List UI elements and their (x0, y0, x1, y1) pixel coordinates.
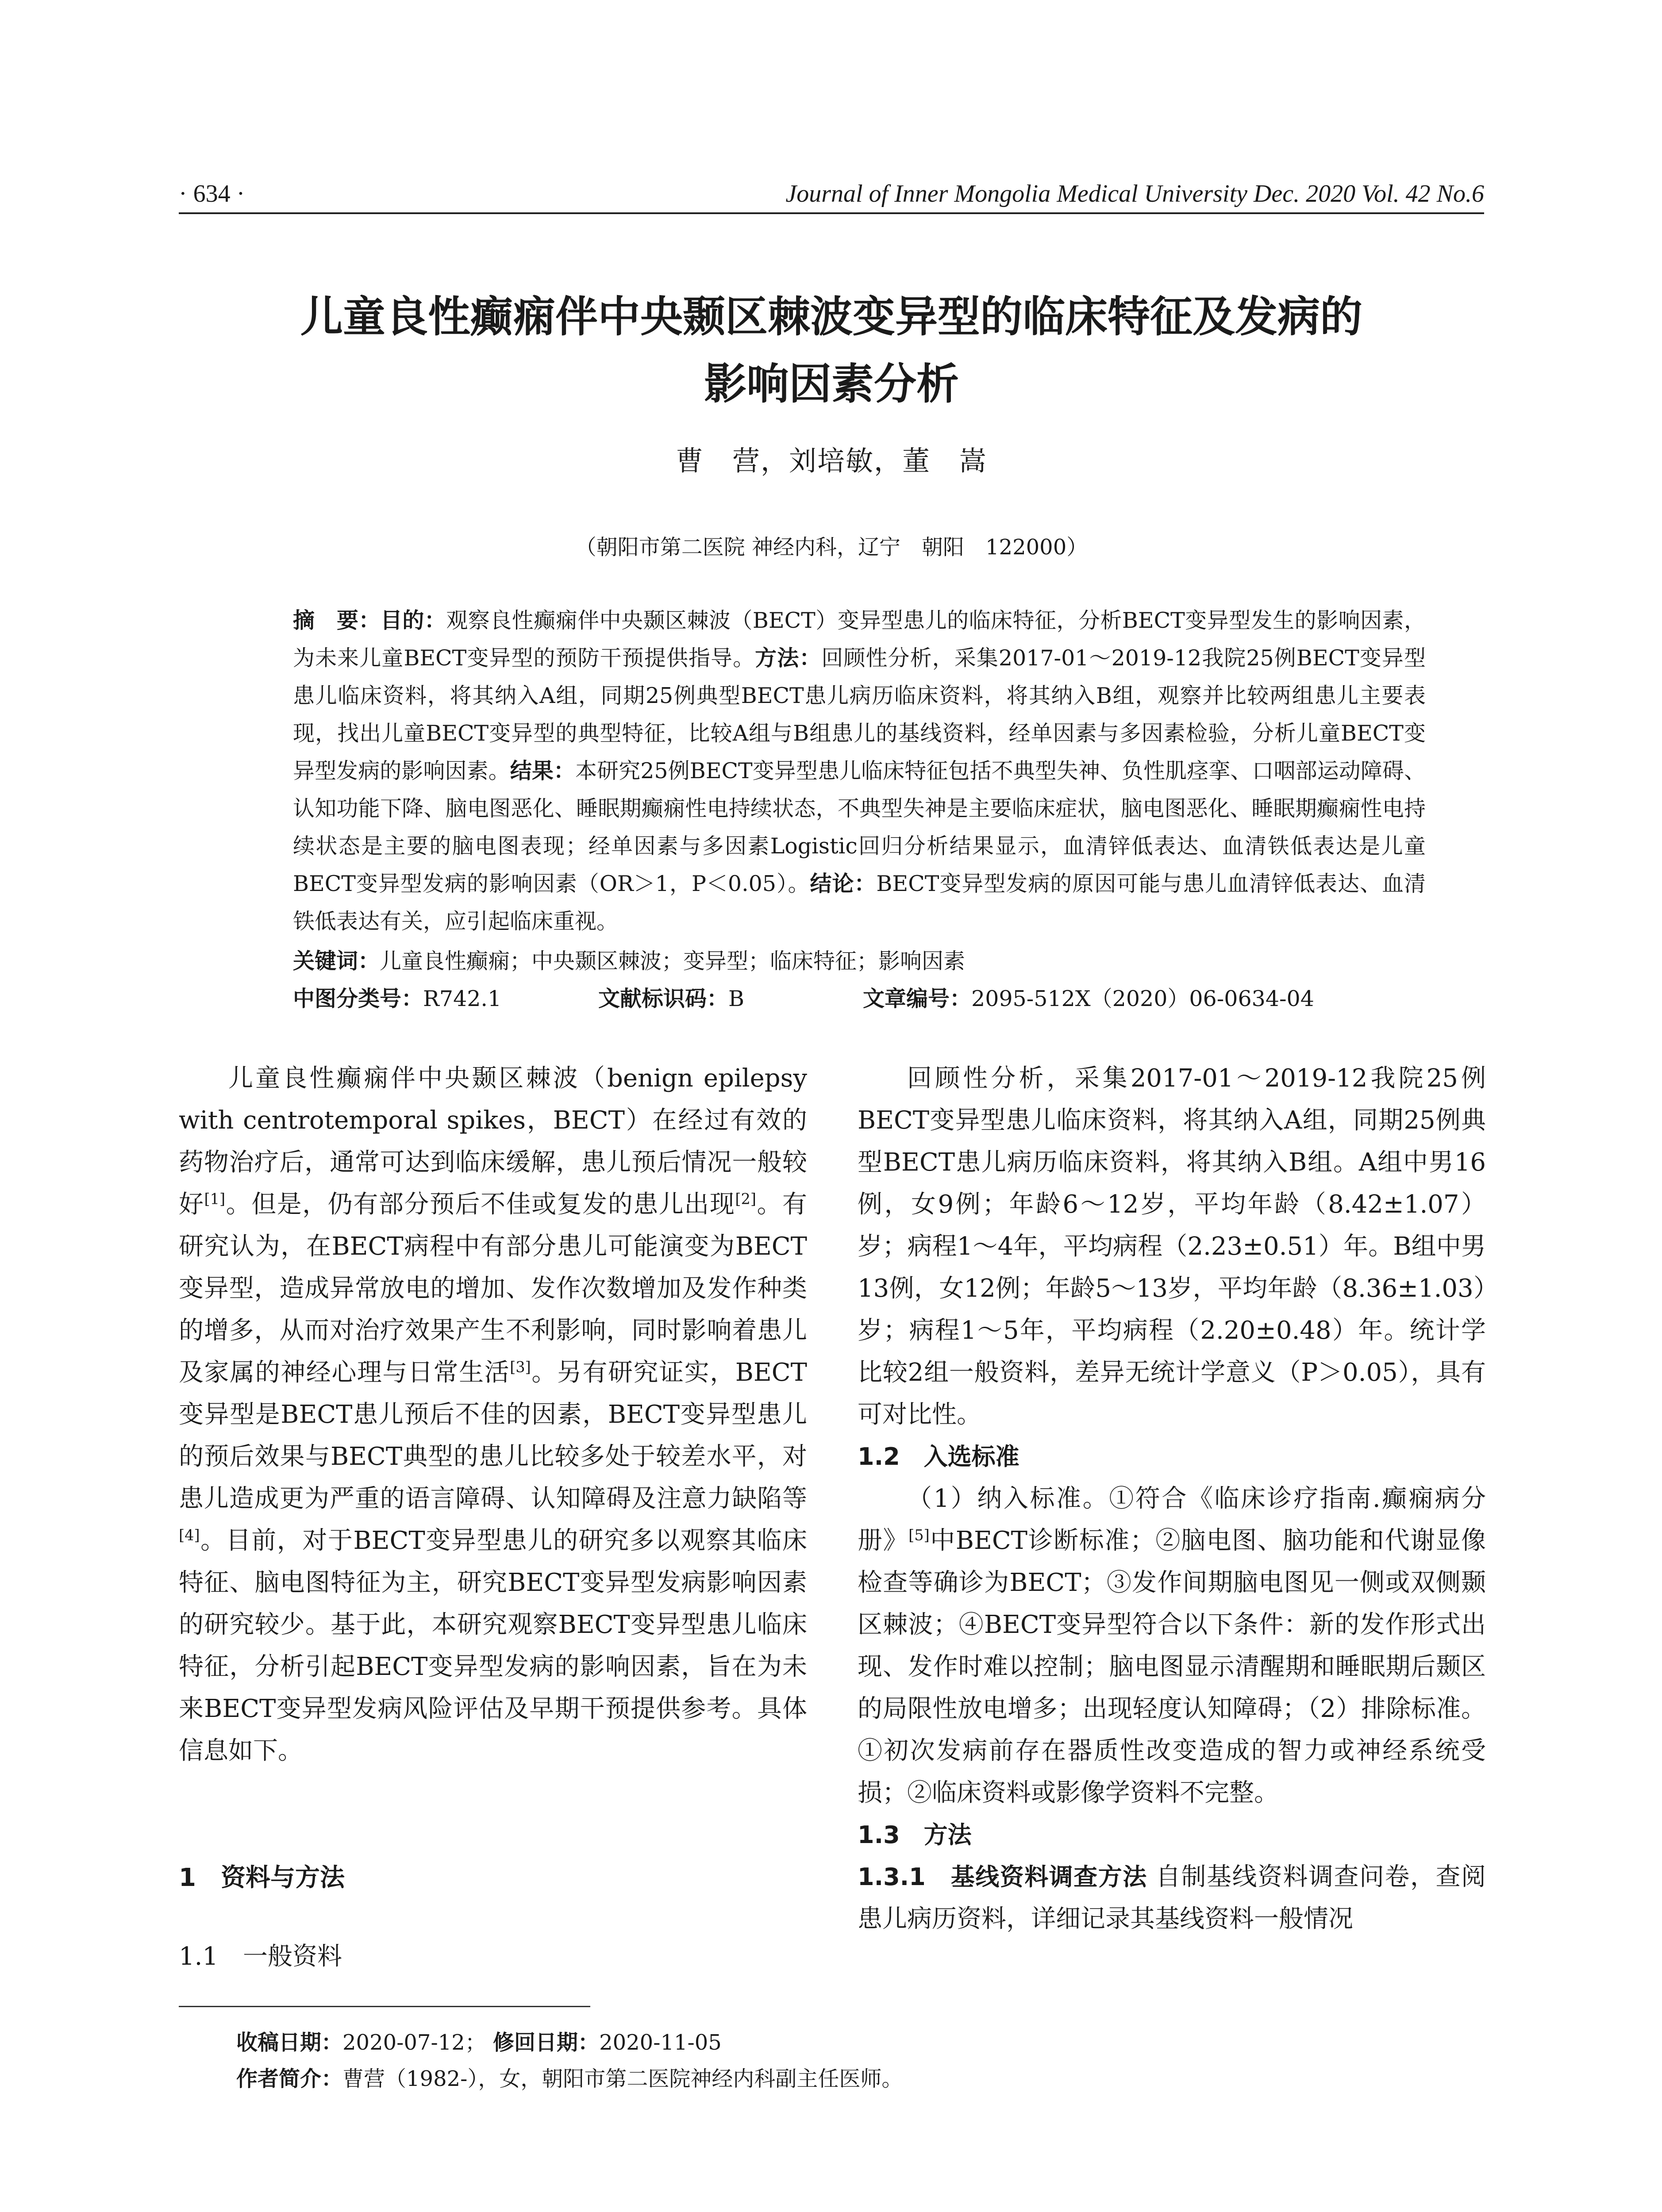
journal-citation: Journal of Inner Mongolia Medical University Dec. 2020 Vol. 42 No.6 (785, 180, 1484, 207)
results-text: 本研究25例BECT变异型患儿临床特征包括不典型失神、负性肌痉挛、口咽部运动障碍、认知功能下降、脑电图恶化、睡眠期癫痫性电持续状态，不典型失神是主要临床症状，脑电图恶化、睡眠期癫痫性电持续状态是主要的脑电图表现；经单因素与多因素Logistic回归分析结果显示，血清锌低表达、血清铁低表达是儿童BECT变异型发病的影响因素（OR＞1，P＜0.05）。 (293, 758, 1426, 896)
keywords-text: 儿童良性癫痫；中央颞区棘波；变异型；临床特征；影响因素 (380, 949, 966, 974)
document-code (598, 980, 744, 1018)
clc-value: R742.1 (423, 986, 502, 1011)
received-date: 2020-07-12； (342, 2030, 486, 2055)
subsection-heading: 1.1 一般资料 (179, 1942, 342, 1971)
subsubsection-heading: 1.3.1 基线资料调查方法 (858, 1863, 1147, 1891)
citation-ref: [1] (204, 1190, 226, 1208)
citation-ref: [4] (179, 1526, 200, 1544)
clc-label: 中图分类号： (293, 986, 423, 1011)
footnote-divider (179, 2006, 590, 2007)
methods-label: 方法： (755, 645, 822, 671)
received-label: 收稿日期： (236, 2030, 343, 2055)
abstract (293, 602, 1426, 940)
article-number (863, 980, 1314, 1018)
keywords (293, 942, 1426, 980)
revised-label: 修回日期： (493, 2030, 600, 2055)
paper-title-line-1: 儿童良性癫痫伴中央颞区棘波变异型的临床特征及发病的 (300, 292, 1362, 342)
general-info-paragraph: 回顾性分析，采集2017-01～2019-12我院25例BECT变异型患儿临床资料，将其纳入A组，同期25例典型BECT患儿病历临床资料，将其纳入B组。A组中男16例，女9例；年龄6～12岁，平均年龄（8.42±1.07）岁；病程1～4年，平均病程（2.23±0.51）年。B组中男13例，女12例；年龄5～13岁，平均年龄（8.36±1.03）岁；病程1～5年，平均病程（2.20±0.48）年。统计学比较2组一般资料，差异无统计学意义（P＞0.05），具有可对比性。 (858, 1064, 1486, 1429)
author-bio-label: 作者简介： (236, 2066, 343, 2091)
results-label: 结果： (510, 758, 575, 783)
footnote-author (236, 2062, 903, 2092)
right-column (858, 1057, 1486, 1940)
citation-ref: [5] (908, 1526, 930, 1544)
footnote-dates (236, 2025, 722, 2056)
conclusion-label: 结论： (810, 871, 877, 896)
paper-title-line-2: 影响因素分析 (704, 359, 959, 409)
objective-label: 目的： (380, 607, 446, 633)
doc-code-label: 文献标识码： (598, 986, 729, 1011)
keywords-label: 关键词： (293, 949, 380, 974)
affiliation: （朝阳市第二医院 神经内科，辽宁 朝阳 122000） (575, 535, 1088, 560)
doc-code-value: B (728, 986, 745, 1011)
page-number: · 634 · (179, 180, 245, 207)
intro-paragraph: 儿童良性癫痫伴中央颞区棘波（benign epilepsy with centrotemporal spikes，BECT）在经过有效的药物治疗后，通常可达到临床缓解，患儿预后情况一般较好[1]。但是，仍有部分预后不佳或复发的患儿出现[2]。有研究认为，在BECT病程中有部分患儿可能演变为BECT变异型，造成异常放电的增加、发作次数增加及发作种类的增多，从而对治疗效果产生不利影响，同时影响着患儿及家属的神经心理与日常生活[3]。另有研究证实，BECT变异型是BECT患儿预后不佳的因素，BECT变异型患儿的预后效果与BECT典型的患儿比较多处于较差水平，对患儿造成更为严重的语言障碍、认知障碍及注意力缺陷等[4]。目前，对于BECT变异型患儿的研究多以观察其临床特征、脑电图特征为主，研究BECT变异型发病影响因素的研究较少。基于此，本研究观察BECT变异型患儿临床特征，分析引起BECT变异型发病的影响因素，旨在为未来BECT变异型发病风险评估及早期干预提供参考。具体信息如下。 (179, 1064, 808, 1765)
conclusion-text: BECT变异型发病的原因可能与患儿血清锌低表达、血清铁低表达有关，应引起临床重视。 (293, 871, 1426, 934)
section-heading: 1 资料与方法 (179, 1863, 345, 1892)
criteria-paragraph: （1）纳入标准。①符合《临床诊疗指南.癫痫病分册》[5]中BECT诊断标准；②脑电图、脑功能和代谢显像检查等确诊为BECT；③发作间期脑电图见一侧或双侧颞区棘波；④BECT变异型符合以下条件：新的发作形式出现、发作时难以控制；脑电图显示清醒期和睡眠期后颞区的局限性放电增多；出现轻度认知障碍；（2）排除标准。①初次发病前存在器质性改变造成的智力或神经系统受损；②临床资料或影像学资料不完整。 (858, 1484, 1486, 1807)
methods-text: 回顾性分析，采集2017-01～2019-12我院25例BECT变异型患儿临床资料，将其纳入A组，同期25例典型BECT患儿病历临床资料，将其纳入B组，观察并比较两组患儿主要表现，找出儿童BECT变异型的典型特征，比较A组与B组患儿的基线资料，经单因素与多因素检验，分析儿童BECT变异型发病的影响因素。 (293, 645, 1426, 783)
article-number-label: 文章编号： (863, 986, 972, 1011)
abstract-label: 摘 要： (293, 608, 381, 633)
author-bio: 曹营（1982-），女，朝阳市第二医院神经内科副主任医师。 (342, 2066, 903, 2091)
subsection-heading: 1.3 方法 (858, 1821, 972, 1849)
left-column (179, 1057, 807, 1772)
citation-ref: [2] (735, 1190, 756, 1208)
subsection-heading: 1.2 入选标准 (858, 1443, 1020, 1471)
article-number-value: 2095-512X（2020）06-0634-04 (971, 986, 1314, 1011)
revised-date: 2020-11-05 (599, 2030, 722, 2055)
author-list: 曹 营，刘培敏，董 嵩 (675, 445, 987, 477)
method-paragraph: 1.3.1 基线资料调查方法 自制基线资料调查问卷，查阅患儿病历资料，详细记录其基线资料一般情况 (858, 1863, 1486, 1933)
running-header (179, 177, 1484, 214)
objective-text: 观察良性癫痫伴中央颞区棘波（BECT）变异型患儿的临床特征，分析BECT变异型发生的影响因素，为未来儿童BECT变异型的预防干预提供指导。 (293, 608, 1426, 671)
citation-ref: [3] (510, 1358, 531, 1376)
clc-number (293, 980, 501, 1018)
